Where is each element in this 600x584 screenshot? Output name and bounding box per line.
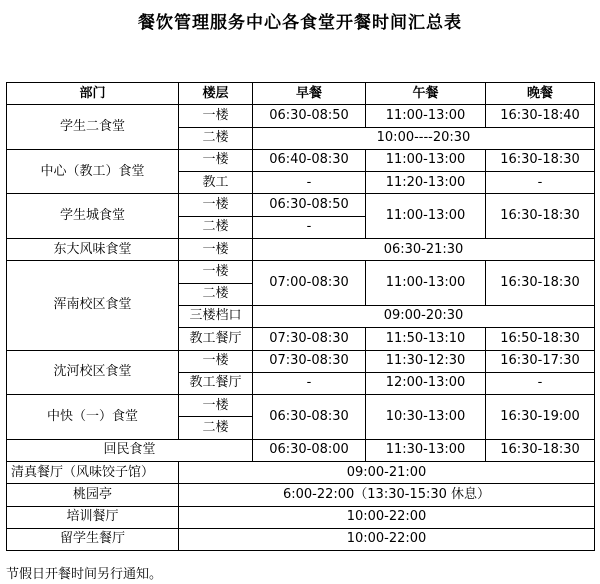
breakfast-cell: 06:30-08:30: [253, 395, 366, 440]
floor-cell: 三楼档口: [179, 305, 253, 327]
header-floor: 楼层: [179, 83, 253, 105]
floor-cell: 教工: [179, 172, 253, 194]
table-row: [7, 484, 595, 506]
floor-cell: 一楼: [179, 194, 253, 216]
table-header-row: [7, 83, 595, 105]
header-dept: 部门: [7, 83, 179, 105]
header-dinner: 晚餐: [486, 83, 595, 105]
table-row: [7, 261, 595, 283]
table-row: [7, 239, 595, 261]
dinner-cell: 16:30-19:00: [486, 395, 595, 440]
breakfast-cell: 07:00-08:30: [253, 261, 366, 306]
dinner-cell: 16:30-18:30: [486, 194, 595, 239]
lunch-cell: 11:00-13:00: [366, 261, 486, 306]
floor-cell: 二楼: [179, 283, 253, 305]
breakfast-cell: 07:30-08:30: [253, 350, 366, 372]
dept-cell: 学生城食堂: [7, 194, 179, 239]
dinner-cell: 16:30-18:30: [486, 439, 595, 461]
lunch-cell: 11:20-13:00: [366, 172, 486, 194]
dept-cell: 学生二食堂: [7, 105, 179, 150]
floor-cell: 一楼: [179, 105, 253, 127]
breakfast-cell: -: [253, 372, 366, 394]
table-row: [7, 149, 595, 171]
floor-cell: 教工餐厅: [179, 372, 253, 394]
floor-cell: 二楼: [179, 417, 253, 439]
lunch-cell: 11:50-13:10: [366, 328, 486, 350]
table-row: [7, 395, 595, 417]
lunch-cell: 11:00-13:00: [366, 149, 486, 171]
header-breakfast: 早餐: [253, 83, 366, 105]
table-row: [7, 350, 595, 372]
dept-cell: 东大风味食堂: [7, 239, 179, 261]
breakfast-cell: -: [253, 216, 366, 238]
allday-cell: 10:00----20:30: [253, 127, 595, 149]
floor-cell: 教工餐厅: [179, 328, 253, 350]
dept-cell: 桃园亭: [7, 484, 179, 506]
dept-cell: 清真餐厅（风味饺子馆）: [7, 462, 179, 484]
dinner-cell: 16:30-18:30: [486, 149, 595, 171]
table-row: [7, 506, 595, 528]
lunch-cell: 11:30-13:00: [366, 439, 486, 461]
dept-cell: 回民食堂: [7, 439, 253, 461]
dept-cell: 浑南校区食堂: [7, 261, 179, 350]
allday-cell: 10:00-22:00: [179, 506, 595, 528]
dinner-cell: -: [486, 172, 595, 194]
floor-cell: 二楼: [179, 216, 253, 238]
floor-cell: 一楼: [179, 395, 253, 417]
lunch-cell: 11:30-12:30: [366, 350, 486, 372]
dinner-cell: -: [486, 372, 595, 394]
dept-cell: 中心（教工）食堂: [7, 149, 179, 194]
breakfast-cell: -: [253, 172, 366, 194]
breakfast-cell: 06:30-08:00: [253, 439, 366, 461]
dept-cell: 留学生餐厅: [7, 528, 179, 550]
lunch-cell: 11:00-13:00: [366, 105, 486, 127]
dept-cell: 中快（一）食堂: [7, 395, 179, 440]
floor-cell: 一楼: [179, 261, 253, 283]
allday-cell: 09:00-21:00: [179, 462, 595, 484]
dinner-cell: 16:30-18:40: [486, 105, 595, 127]
breakfast-cell: 06:30-08:50: [253, 194, 366, 216]
breakfast-cell: 07:30-08:30: [253, 328, 366, 350]
floor-cell: 二楼: [179, 127, 253, 149]
breakfast-cell: 06:40-08:30: [253, 149, 366, 171]
meal-schedule-table: [6, 82, 595, 551]
lunch-cell: 12:00-13:00: [366, 372, 486, 394]
allday-cell: 10:00-22:00: [179, 528, 595, 550]
floor-cell: 一楼: [179, 239, 253, 261]
dinner-cell: 16:30-17:30: [486, 350, 595, 372]
floor-cell: 一楼: [179, 149, 253, 171]
table-row: [7, 462, 595, 484]
allday-cell: 09:00-20:30: [253, 305, 595, 327]
breakfast-cell: 06:30-08:50: [253, 105, 366, 127]
dept-cell: 沈河校区食堂: [7, 350, 179, 395]
dinner-cell: 16:30-18:30: [486, 261, 595, 306]
lunch-cell: 10:30-13:00: [366, 395, 486, 440]
allday-cell: 06:30-21:30: [253, 239, 595, 261]
allday-cell: 6:00-22:00（13:30-15:30 休息）: [179, 484, 595, 506]
table-row: [7, 528, 595, 550]
floor-cell: 一楼: [179, 350, 253, 372]
page-title: 餐饮管理服务中心各食堂开餐时间汇总表: [138, 13, 462, 33]
table-row: [7, 105, 595, 127]
table-row: [7, 194, 595, 216]
table-row: [7, 439, 595, 461]
footnote: 节假日开餐时间另行通知。: [6, 567, 163, 582]
dept-cell: 培训餐厅: [7, 506, 179, 528]
dinner-cell: 16:50-18:30: [486, 328, 595, 350]
header-lunch: 午餐: [366, 83, 486, 105]
lunch-cell: 11:00-13:00: [366, 194, 486, 239]
